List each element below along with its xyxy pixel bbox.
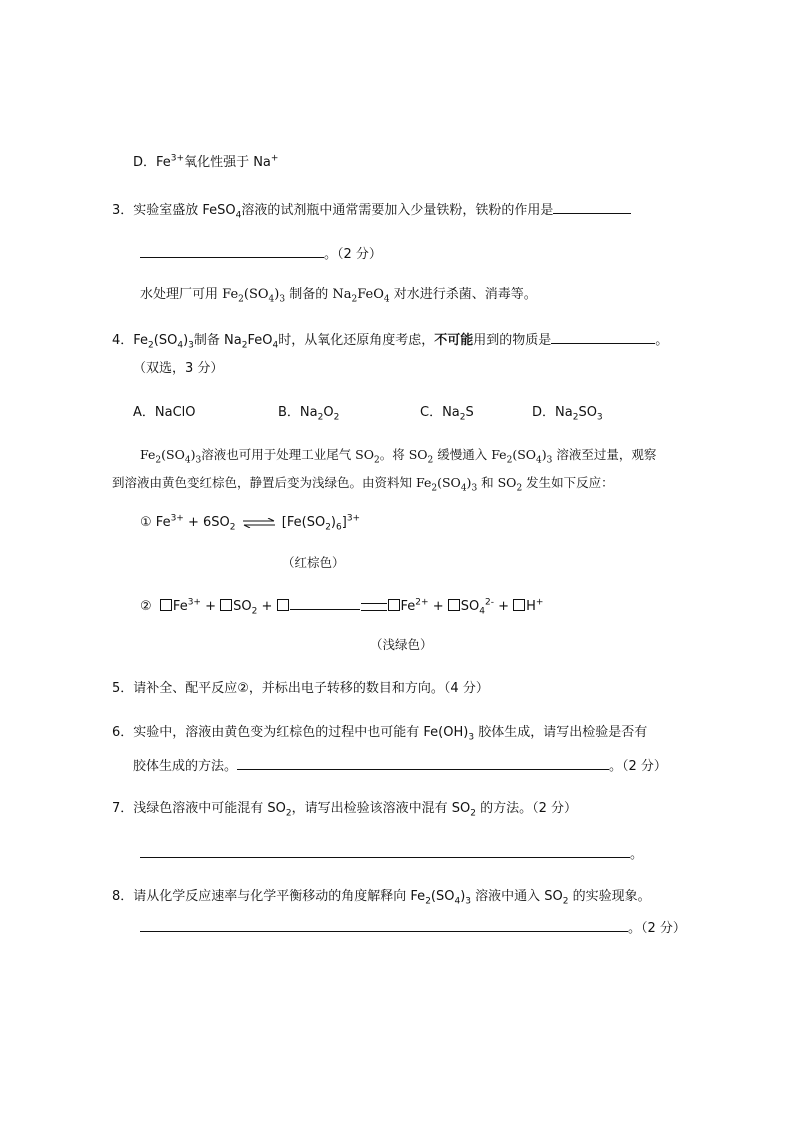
q3-text: 实验室盛放 FeSO (133, 203, 236, 218)
sub: 2 (431, 483, 438, 494)
coefficient-box[interactable] (160, 599, 172, 611)
sub: 3 (596, 412, 603, 423)
text: O (323, 405, 334, 420)
text: ) (466, 475, 472, 490)
equilibrium-arrow-icon (242, 518, 276, 528)
equals-sign-icon (361, 603, 387, 611)
text: (SO (161, 447, 185, 462)
option-d-suffix: 氧化性强于 Na (184, 155, 271, 170)
sub: 6 (336, 522, 342, 533)
sub: 2 (506, 455, 513, 466)
text: 。（2 分） (609, 759, 667, 774)
emphasis-text: 不可能 (434, 333, 474, 348)
sub: 2 (148, 340, 154, 351)
text: + (493, 599, 514, 614)
sub: 2 (325, 522, 331, 533)
sub: 4 (383, 294, 390, 305)
sup: 3+ (170, 153, 185, 164)
text: 胶体生成的方法。 (133, 759, 238, 774)
sub: 3 (468, 732, 475, 743)
answer-blank[interactable] (237, 756, 609, 770)
text: + (200, 599, 221, 614)
coefficient-box[interactable] (388, 599, 400, 611)
q3-text-2: 溶液的试剂瓶中通常需要加入少量铁粉，铁粉的作用是 (241, 203, 554, 218)
sub: 4 (479, 606, 485, 617)
text: 制备 Na (193, 333, 242, 348)
text: [Fe(SO (281, 515, 326, 530)
question-number: 4． (112, 333, 134, 348)
option-d-choice[interactable] (532, 404, 603, 422)
question-number: 5． (112, 681, 134, 696)
question-5 (112, 680, 489, 698)
coefficient-box[interactable] (448, 599, 460, 611)
sub: 2 (333, 412, 340, 423)
sup: 3+ (187, 597, 201, 608)
sub: 4 (268, 294, 275, 305)
intro-paragraph-2-line1 (140, 446, 656, 464)
sub: 2 (317, 412, 324, 423)
sub: 2 (241, 340, 248, 351)
option-a[interactable]: A．NaClO (133, 405, 196, 420)
coefficient-box[interactable] (220, 599, 232, 611)
text: 请补全、配平反应②，并标出电子转移的数目和方向。（4 分） (133, 681, 489, 696)
sub: 3 (471, 483, 478, 494)
text: 的实验现象。 (568, 889, 651, 904)
text: ) (460, 889, 466, 904)
text: + (428, 599, 448, 614)
reaction-1-color-label: （红棕色） (282, 555, 345, 570)
sub: 4 (454, 896, 461, 907)
text: 时，从氧化还原角度考虑， (278, 333, 435, 348)
text: 溶液也可用于处理工业尾气 SO (201, 447, 374, 462)
option-d-text: D．Fe (133, 155, 171, 170)
text: 发生如下反应： (522, 475, 614, 490)
text: (SO (243, 287, 269, 302)
text: + 6SO (183, 515, 230, 530)
option-c[interactable] (420, 404, 474, 422)
sub: 2 (251, 606, 258, 617)
text: B．Na (278, 405, 318, 420)
question-4 (112, 330, 668, 350)
text: FeO (247, 333, 273, 348)
sub: 3 (188, 340, 194, 351)
text: Fe (172, 599, 188, 614)
text: 制备的 Na (285, 287, 352, 302)
text: (SO (512, 447, 537, 462)
question-3-line2 (140, 244, 382, 264)
question-6 (112, 724, 647, 742)
text: 到溶液由黄色变红棕色，静置后变为浅绿色。由资料知 Fe (112, 475, 432, 490)
option-b[interactable] (278, 404, 339, 422)
text: 溶液至过量，观察 (552, 447, 657, 462)
answer-blank[interactable] (553, 200, 631, 214)
text: ，请写出检验该溶液中混有 SO (291, 801, 471, 816)
sub: 4 (536, 455, 542, 466)
sub: 4 (235, 210, 242, 221)
text: 。（2 分） (628, 921, 686, 936)
text: Fe (133, 333, 149, 348)
sub: 2 (572, 412, 579, 423)
sub: 2 (238, 294, 244, 305)
question-8-line2 (140, 918, 686, 938)
coefficient-box[interactable] (513, 599, 525, 611)
text: (SO (437, 475, 461, 490)
text: Fe (155, 515, 171, 530)
sub: 4 (177, 340, 184, 351)
question-7 (112, 800, 577, 818)
sub: 3 (465, 896, 472, 907)
text: SO (460, 599, 480, 614)
text: SO (233, 599, 252, 614)
sub: 3 (546, 455, 553, 466)
reaction-number: ② (140, 599, 152, 614)
sub: 2 (155, 455, 162, 466)
sub: 2 (562, 896, 569, 907)
text: ) (330, 515, 336, 530)
sub: 4 (460, 483, 467, 494)
text: 溶液中通入 SO (471, 889, 563, 904)
text: C．Na (420, 405, 460, 420)
text: 。 (630, 847, 644, 862)
question-4-note: （双选，3 分） (133, 361, 224, 376)
sub: 2 (427, 455, 434, 466)
text: 浅绿色溶液中可能混有 SO (133, 801, 286, 816)
text: + (257, 599, 277, 614)
text: 水处理厂可用 Fe (140, 287, 239, 302)
text: (SO (430, 889, 455, 904)
question-3 (112, 200, 631, 220)
reaction-number: ① (140, 515, 152, 530)
text: 用到的物质是 (473, 333, 552, 348)
text: 的方法。（2 分） (476, 801, 578, 816)
question-number: 7． (112, 801, 134, 816)
sub: 2 (229, 522, 236, 533)
reaction-2 (140, 596, 543, 616)
text: FeO (357, 287, 384, 302)
answer-blank[interactable] (290, 596, 360, 610)
question-number: 3． (112, 203, 134, 218)
question-number: 8． (112, 889, 134, 904)
text: Fe (400, 599, 416, 614)
option-d (133, 154, 278, 172)
q3-end: 。（2 分） (324, 247, 382, 262)
answer-blank[interactable] (140, 918, 628, 932)
text: 请从化学反应速率与化学平衡移动的角度解释向 Fe (133, 889, 426, 904)
text: ) (541, 447, 547, 462)
sub: 3 (279, 294, 286, 305)
sub: 2 (285, 808, 292, 819)
reaction-2-color-label: （浅绿色） (370, 637, 433, 652)
sub: 4 (184, 455, 191, 466)
text: (SO (153, 333, 178, 348)
text: H (526, 599, 536, 614)
text: SO (578, 405, 597, 420)
question-7-line2 (140, 844, 643, 864)
text: ] (341, 515, 347, 530)
question-number: 6． (112, 725, 134, 740)
text: 。将 SO (379, 447, 428, 462)
text: D．Na (532, 405, 573, 420)
sub: 2 (470, 808, 476, 819)
text: S (465, 405, 474, 420)
sub: 2 (373, 455, 380, 466)
text: 。 (655, 333, 669, 348)
text: 胶体生成，请写出检验是否有 (474, 725, 648, 740)
intro-paragraph-2-line2 (112, 474, 614, 492)
sup: 2- (484, 597, 494, 608)
intro-paragraph-1 (140, 286, 537, 304)
sub: 2 (516, 483, 523, 494)
sup: 2+ (415, 597, 429, 608)
text: ) (190, 447, 196, 462)
sub: 2 (425, 896, 431, 907)
text: 实验中，溶液由黄色变为红棕色的过程中也可能有 Fe(OH) (133, 725, 469, 740)
answer-blank[interactable] (551, 330, 655, 344)
answer-blank[interactable] (140, 844, 630, 858)
sub: 3 (195, 455, 202, 466)
text: Fe (140, 447, 156, 462)
answer-blank[interactable] (140, 244, 324, 258)
sub: 2 (351, 294, 358, 305)
sup: 3+ (346, 513, 361, 524)
text: ) (183, 333, 189, 348)
text: 缓慢通入 Fe (433, 447, 507, 462)
sub: 2 (459, 412, 466, 423)
text: 对水进行杀菌、消毒等。 (389, 287, 537, 302)
sup: + (270, 153, 279, 164)
text: 和 SO (477, 475, 517, 490)
question-6-line2 (133, 756, 667, 776)
sub: 4 (272, 340, 279, 351)
sup: 3+ (170, 513, 184, 524)
coefficient-box[interactable] (277, 599, 289, 611)
question-8 (112, 888, 651, 906)
reaction-1 (140, 514, 360, 532)
text: ) (274, 287, 280, 302)
sup: + (535, 597, 544, 608)
